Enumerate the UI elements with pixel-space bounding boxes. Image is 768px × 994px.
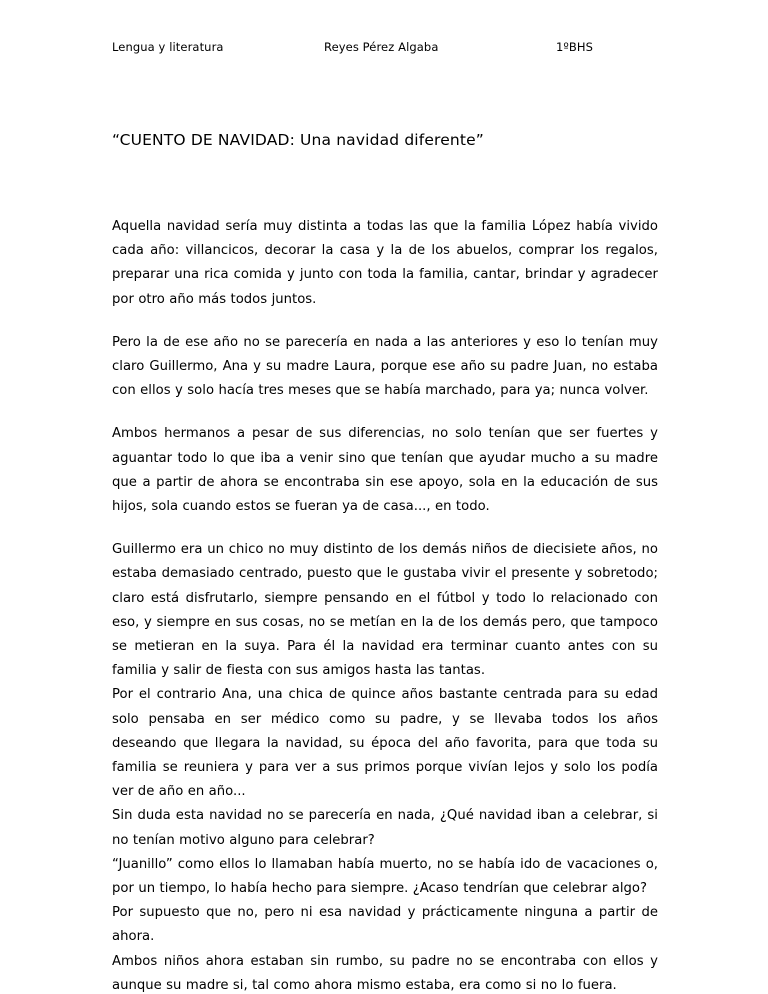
header-grade-label: 1ºBHS [556, 40, 594, 54]
paragraph-2: Pero la de ese año no se parecería en nada a las anteriores y eso lo tenían muy claro Guillermo, Ana y su madre Laura, porque ese año su padre Juan, no estaba con ellos y solo hacía tres meses que se había marchado, para ya; nunca volver. [112, 334, 658, 399]
document-body [112, 215, 658, 994]
document-title: “CUENTO DE NAVIDAD: Una navidad diferente” [112, 131, 484, 149]
final-block-line-3: Sin duda esta navidad no se parecería en nada, ¿Qué navidad iban a celebrar, si no tenían motivo alguno para celebrar? [112, 808, 658, 848]
final-block-line-4: “Juanillo” como ellos lo llamaban había muerto, no se había ido de vacaciones o, por un tiempo, lo había hecho para siempre. ¿Acaso tendrían que celebrar algo? [112, 856, 658, 897]
final-block-line-2: Por el contrario Ana, una chica de quince años bastante centrada para su edad solo pensaba en ser médico como su padre, y se llevaba todos los años deseando que llegara la navidad, su época del año favorita, para que toda su familia se reuniera y para ver a sus primos porque vivían lejos y solo los podía ver de año en año... [112, 687, 658, 800]
header-course-label: Lengua y literatura [112, 40, 224, 54]
header-author-label: Reyes Pérez Algaba [324, 40, 439, 54]
final-block-line-6: Ambos niños ahora estaban sin rumbo, su padre no se encontraba con ellos y aunque su madre si, tal como ahora mismo estaba, era como si no lo fuera. [112, 953, 658, 993]
paragraph-3: Ambos hermanos a pesar de sus diferencias, no solo tenían que ser fuertes y aguantar todo lo que iba a venir sino que tenían que ayudar mucho a su madre que a partir de ahora se encontraba sin ese apoyo, sola en la educación de sus hijos, sola cuando estos se fueran ya de casa..., en todo. [112, 426, 658, 515]
paragraph-4-block [112, 538, 658, 994]
document-running-header [112, 40, 658, 54]
paragraph-1: Aquella navidad sería muy distinta a todas las que la familia López había vivido cada año: villancicos, decorar la casa y la de los abuelos, comprar los regalos, preparar una rica comida y junto con toda la familia, cantar, brindar y agradecer por otro año más todos juntos. [112, 219, 658, 307]
final-block-line-1: Guillermo era un chico no muy distinto de los demás niños de diecisiete años, no estaba demasiado centrado, puesto que le gustaba vivir el presente y sobretodo; claro está disfrutarlo, siempre pensando en el fútbol y todo lo relacionado con eso, y siempre en sus cosas, no se metían en la de los demás pero, que tampoco se metieran en la suya. Para él la navidad era terminar cuanto antes con su familia y salir de fiesta con sus amigos hasta las tantas. [112, 542, 658, 679]
final-block-line-5: Por supuesto que no, pero ni esa navidad y prácticamente ninguna a partir de ahora. [112, 905, 658, 945]
